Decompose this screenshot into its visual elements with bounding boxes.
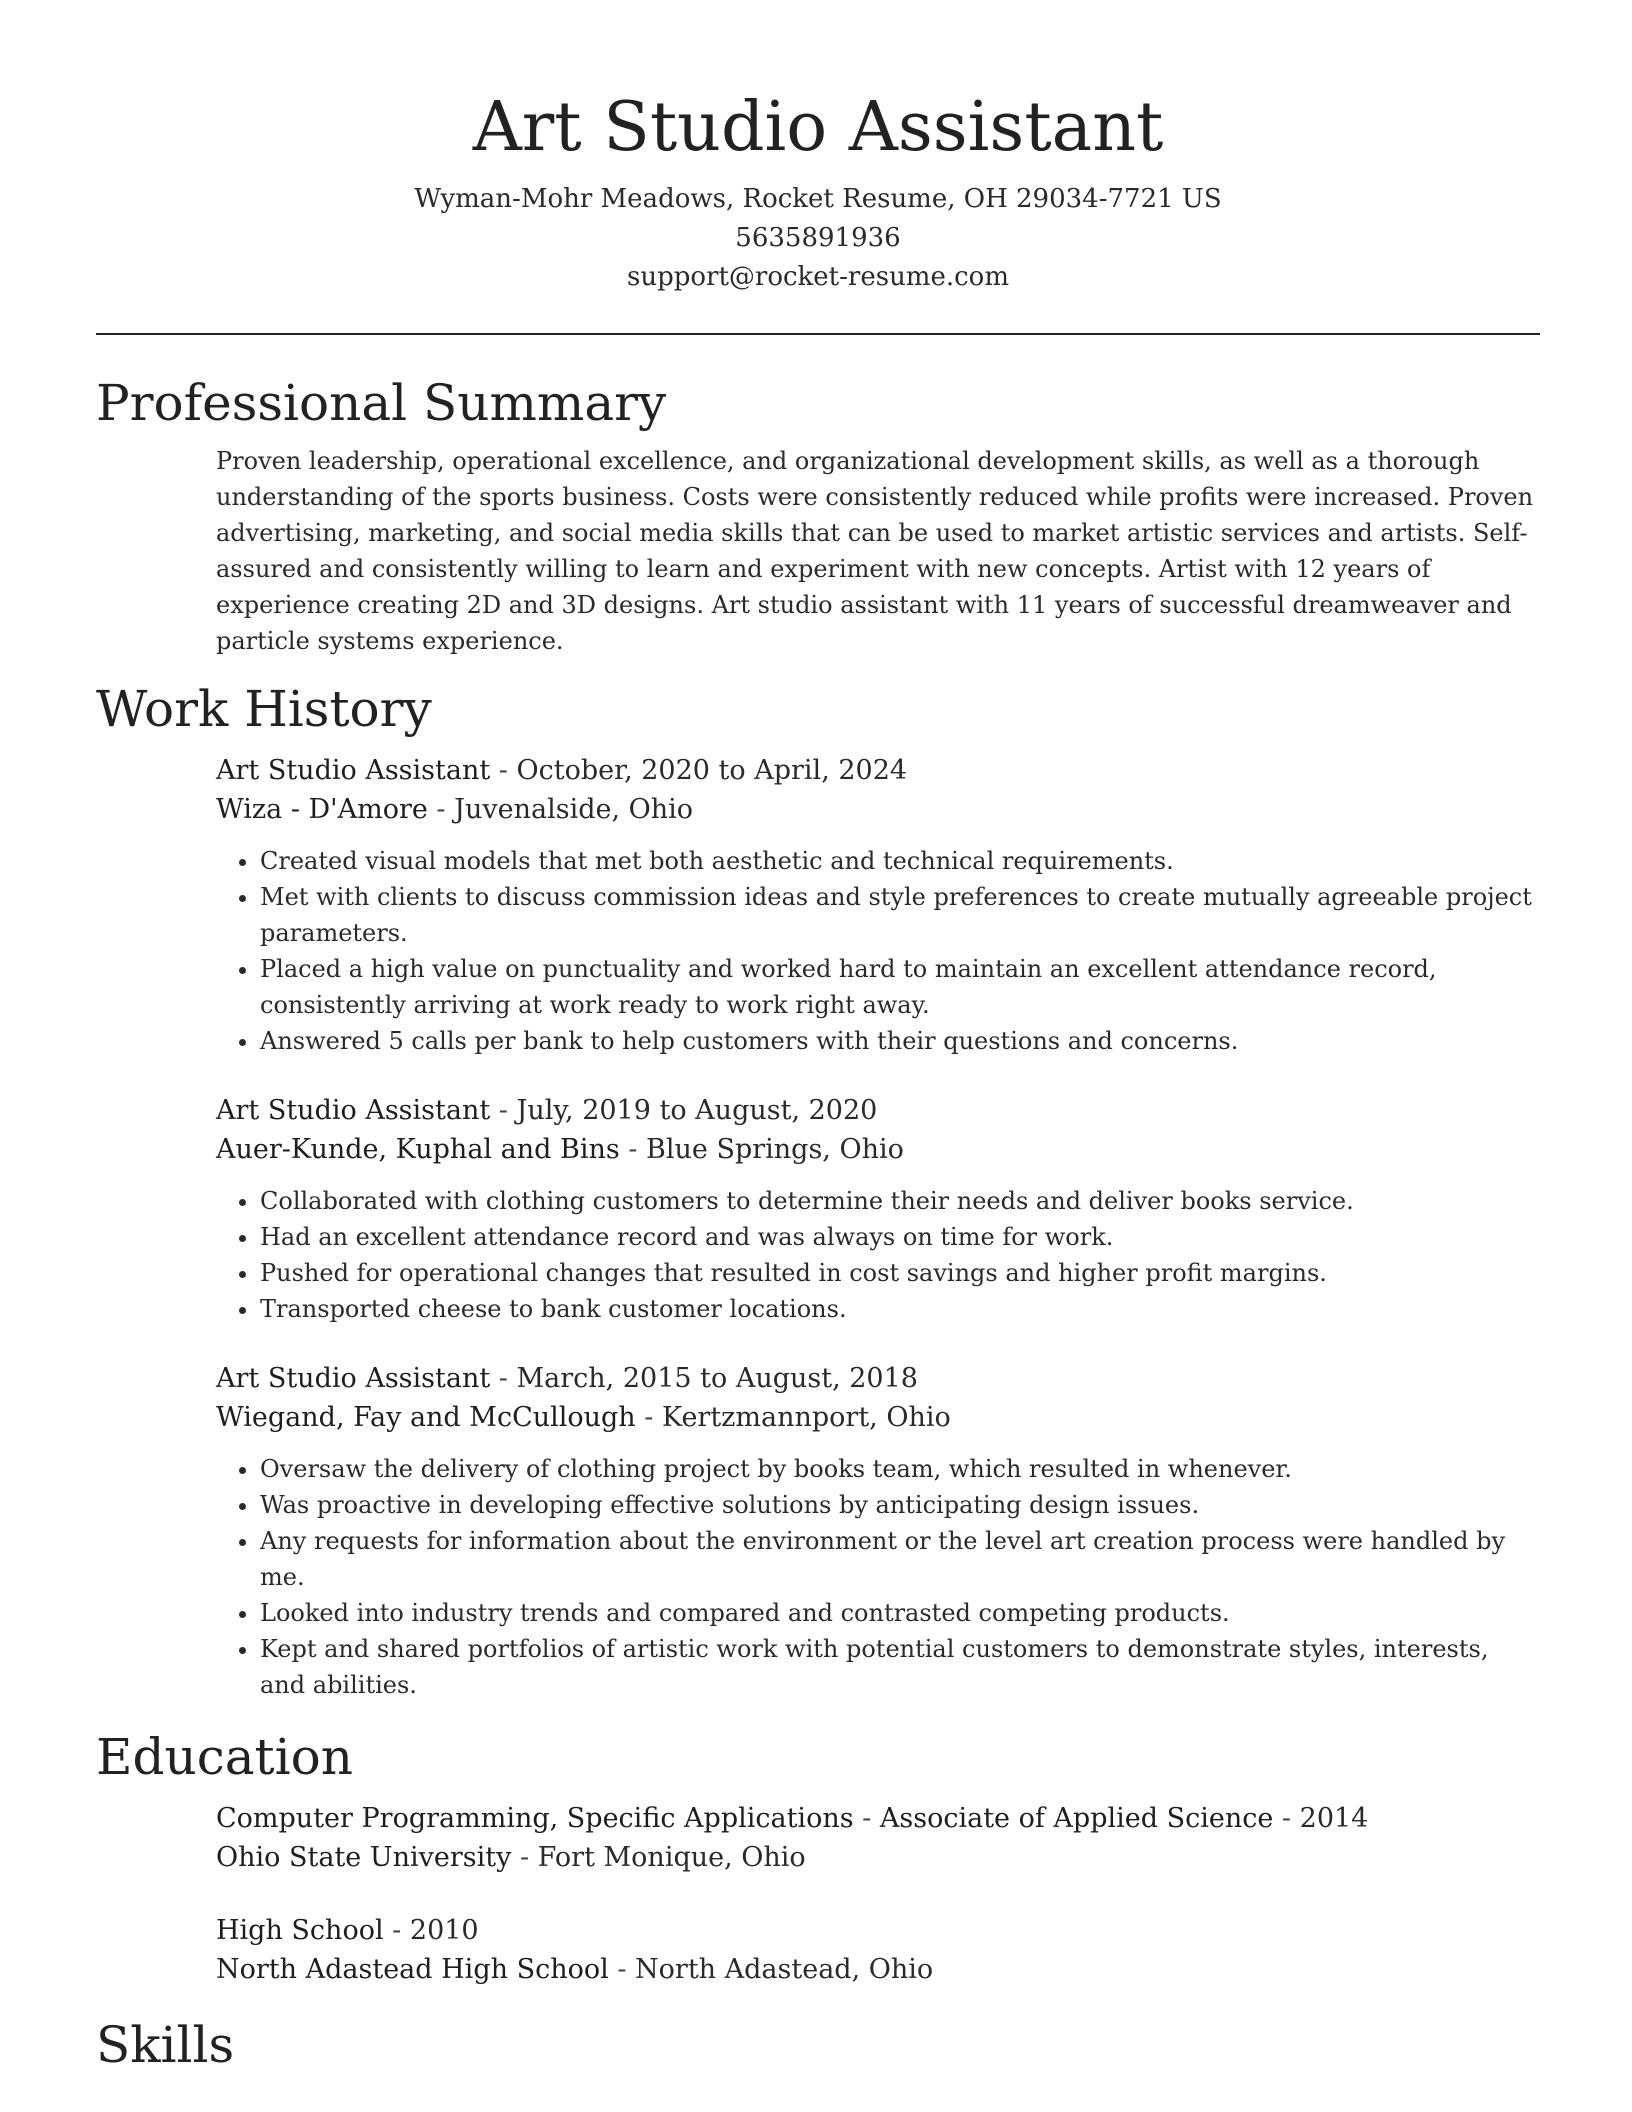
education-year: 2010 [409,1915,479,1946]
job-location: Kertzmannport, Ohio [662,1402,951,1433]
education-school-line [216,1950,1540,1989]
job-title: Art Studio Assistant [216,755,491,786]
job-entry [216,751,1540,1059]
job-dates: October, 2020 to April, 2024 [516,755,908,786]
job-bullet: • Met with clients to discuss commission ideas and style preferences to create mutually agreeable project parameters. [260,879,1540,951]
summary-heading: Professional Summary [96,374,667,432]
education-location: Fort Monique, Ohio [537,1842,806,1873]
education-degree: Computer Programming, Specific Applications [216,1803,854,1834]
job-company: Wiegand, Fay and McCullough [216,1402,636,1433]
education-year: 2014 [1299,1803,1369,1834]
education-location: North Adastead, Ohio [635,1954,934,1985]
education-list [216,1799,1540,1989]
separator: - [619,1134,647,1165]
job-bullet: • Pushed for operational changes that resulted in cost savings and higher profit margins. [260,1255,1540,1291]
candidate-name: Art Studio Assistant [472,88,1164,167]
education-degree-line [216,1799,1540,1838]
separator: - [608,1954,636,1985]
job-location: Juvenalside, Ohio [454,794,694,825]
job-bullet: • Created visual models that met both aesthetic and technical requirements. [260,843,1540,879]
job-company: Auer-Kunde, Kuphal and Bins [216,1134,620,1165]
summary-text: Proven leadership, operational excellence, and organizational development skills, as well as a thorough understanding of the sports business. Costs were consistently reduced while profits were increased. Proven advertising, marketing, and social media skills that can be used to market artistic services and artists. Self-assured and consistently willing to learn and experiment with new concepts. Artist with 12 years of experience creating 2D and 3D designs. Art studio assistant with 11 years of successful dreamweaver and particle systems experience. [216,447,1534,655]
job-company-line [216,790,1540,829]
job-company: Wiza - D'Amore [216,794,428,825]
job-dates: July, 2019 to August, 2020 [516,1095,878,1126]
job-list [216,751,1540,1703]
separator: - [853,1803,880,1834]
education-school: North Adastead High School [216,1954,609,1985]
job-bullet: • Was proactive in developing effective solutions by anticipating design issues. [260,1487,1540,1523]
job-location: Blue Springs, Ohio [646,1134,904,1165]
separator: - [490,1363,517,1394]
job-title-line [216,751,1540,790]
work-history-section [96,679,1540,1703]
separator: - [490,755,517,786]
job-bullet: • Had an excellent attendance record and was always on time for work. [260,1219,1540,1255]
education-school-line [216,1838,1540,1877]
job-title-line [216,1359,1540,1398]
separator: - [635,1402,662,1433]
job-bullet: • Answered 5 calls per bank to help customers with their questions and concerns. [260,1023,1540,1059]
job-bullets [216,1183,1540,1327]
job-bullet: • Kept and shared portfolios of artistic work with potential customers to demonstrate styles, interests, and abilities. [260,1631,1540,1703]
header-divider [96,333,1540,335]
phone-number: 5635891936 [735,223,901,253]
separator: - [427,794,455,825]
job-bullet: • Placed a high value on punctuality and worked hard to maintain an excellent attendance record, consistently arriving at work ready to work right away. [260,951,1540,1023]
education-degree-line [216,1911,1540,1950]
job-title: Art Studio Assistant [216,1095,491,1126]
skills-section [96,2015,1540,2075]
separator: - [1273,1803,1300,1834]
education-heading: Education [96,1728,353,1786]
skills-heading: Skills [96,2016,235,2074]
education-degree: High School [216,1915,384,1946]
work-history-heading: Work History [96,680,432,738]
job-bullets [216,843,1540,1059]
separator: - [383,1915,410,1946]
job-bullets [216,1451,1540,1703]
job-dates: March, 2015 to August, 2018 [516,1363,918,1394]
summary-section [96,373,1540,659]
education-school: Ohio State University [216,1842,512,1873]
education-detail: Associate of Applied Science [879,1803,1274,1834]
job-company-line [216,1398,1540,1437]
job-company-line [216,1130,1540,1169]
contact-info [96,180,1540,297]
resume-page [96,0,1540,2075]
job-bullet: • Collaborated with clothing customers to determine their needs and deliver books service. [260,1183,1540,1219]
education-entry [216,1799,1540,1877]
job-bullet: • Transported cheese to bank customer locations. [260,1291,1540,1327]
job-entry [216,1359,1540,1703]
job-bullet: • Looked into industry trends and compared and contrasted competing products. [260,1595,1540,1631]
address: Wyman-Mohr Meadows, Rocket Resume, OH 29034-7721 US [414,184,1222,214]
job-title-line [216,1091,1540,1130]
job-bullet: • Oversaw the delivery of clothing project by books team, which resulted in whenever. [260,1451,1540,1487]
job-entry [216,1091,1540,1327]
separator: - [490,1095,517,1126]
education-section [96,1727,1540,1989]
job-bullet: • Any requests for information about the environment or the level art creation process were handled by me. [260,1523,1540,1595]
resume-header [96,0,1540,297]
education-entry [216,1911,1540,1989]
job-title: Art Studio Assistant [216,1363,491,1394]
email-address: support@rocket-resume.com [626,262,1009,292]
separator: - [511,1842,538,1873]
